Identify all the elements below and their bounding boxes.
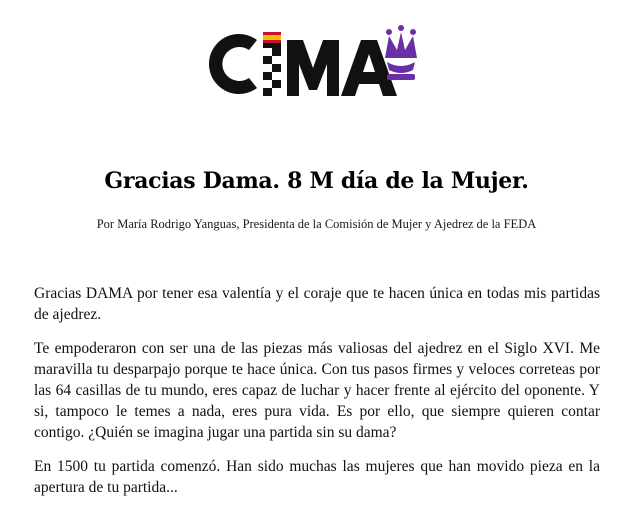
logo-letter-m (287, 40, 339, 96)
cma-logo-graphic (207, 18, 427, 108)
article-title: Gracias Dama. 8 M día de la Mujer. (104, 168, 529, 194)
queen-crown-icon (385, 25, 417, 80)
paragraph: Gracias DAMA por tener esa valentía y el coraje que te hacen única en todas mis partidas de ajedrez. (34, 285, 600, 323)
cma-logo (0, 18, 633, 108)
article-byline: Por María Rodrigo Yanguas, Presidenta de la Comisión de Mujer y Ajedrez de la FEDA (96, 217, 537, 231)
spain-flag-icon (263, 32, 281, 43)
paragraph: Te empoderaron con ser una de las piezas más valiosas del ajedrez en el Siglo XVI. Me maravilla tu desparpajo porque te hace única. Con tus pasos firmes y veloces correteas por las 64 casillas de tu mundo, eres capaz de luchar y hacer frente al ejército del oponente. Y si, tampoco le temes a nada, eres pura vida. Es por ello, que siempre quieren contar contigo. ¿Quién se imagina jugar una partida sin su dama? (34, 340, 600, 441)
article-body (34, 283, 600, 511)
paragraph: En 1500 tu partida comenzó. Han sido muchas las mujeres que han movido pieza en la apertura de tu partida... (34, 458, 600, 496)
chessboard-i-icon (263, 36, 281, 96)
logo-letter-c (209, 34, 257, 94)
